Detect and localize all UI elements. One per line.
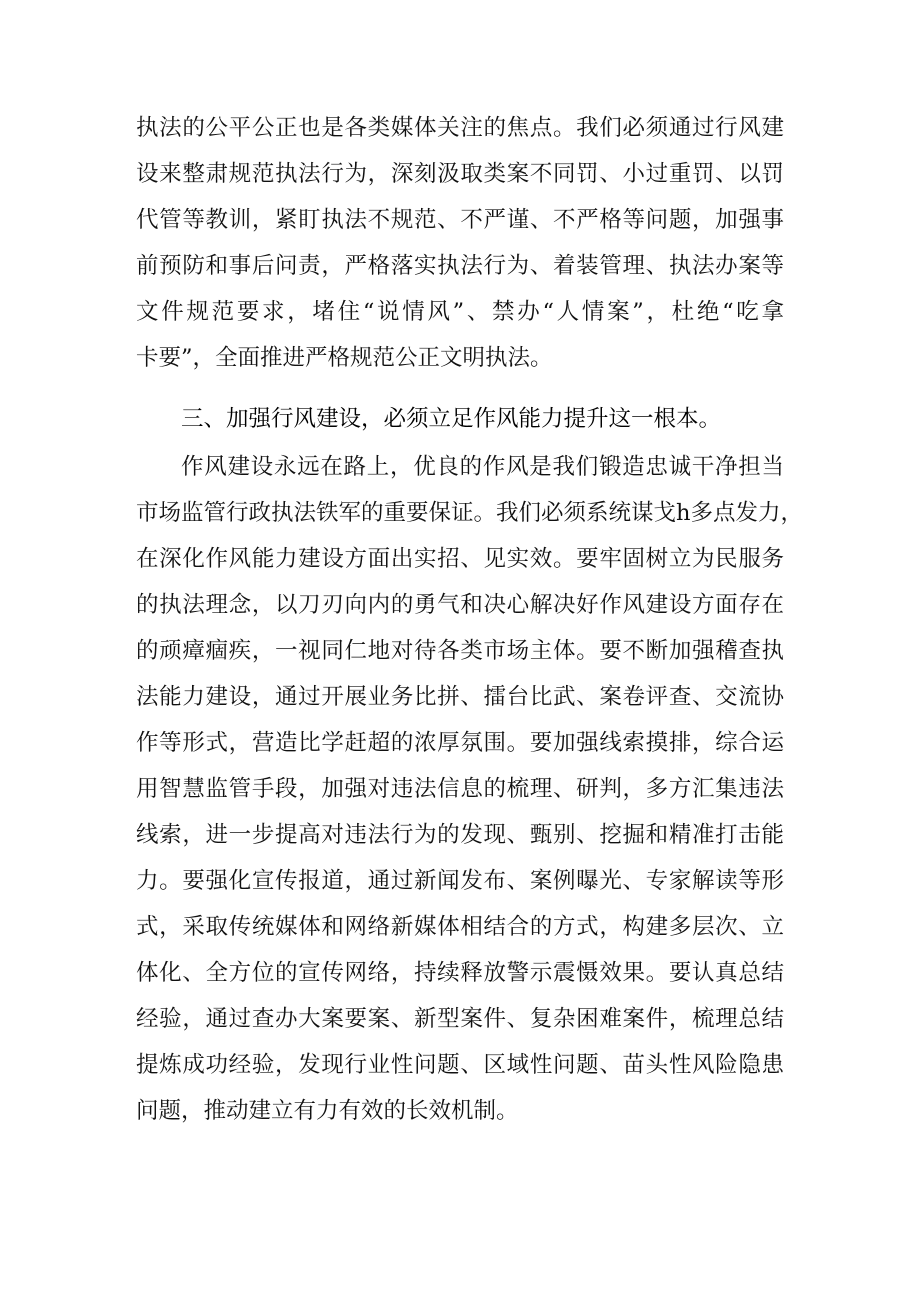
paragraph-line: 作风建设永远在路上，优良的作风是我们锻造忠诚干净担当 [181,454,784,480]
paragraph-line: 法能力建设，通过开展业务比拼、擂台比武、案卷评查、交流协 [136,684,784,710]
paragraph-line: 执法的公平公正也是各类媒体关注的焦点。我们必须通过行风建 [136,115,784,141]
paragraph-line: 作等形式，营造比学赶超的浓厚氛围。要加强线索摸排，综合运 [136,730,784,756]
paragraph-line: 问题，推动建立有力有效的长效机制。 [136,1098,519,1124]
paragraph-line: 线索，进一步提高对违法行为的发现、甄别、挖掘和精准打击能 [136,822,784,848]
paragraph-line: 的执法理念，以刀刃向内的勇气和决心解决好作风建设方面存在 [136,592,784,618]
paragraph-line: 市场监管行政执法铁军的重要保证。我们必须系统谋戈h多点发力， [136,500,803,526]
paragraph-line: 式，采取传统媒体和网络新媒体相结合的方式，构建多层次、立 [136,914,784,940]
paragraph-line: 代管等教训，紧盯执法不规范、不严谨、不严格等问题，加强事 [136,207,784,233]
paragraph-line: 经验，通过查办大案要案、新型案件、复杂困难案件，梳理总结 [136,1006,784,1032]
paragraph-line: 设来整肃规范执法行为，深刻汲取类案不同罚、小过重罚、以罚 [136,161,784,187]
paragraph-line: 提炼成功经验，发现行业性问题、区域性问题、苗头性风险隐患 [136,1052,784,1078]
paragraph-line: 体化、全方位的宣传网络，持续释放警示震慑效果。要认真总结 [136,960,784,986]
paragraph-line: 的顽瘴痼疾，一视同仁地对待各类市场主体。要不断加强稽查执 [136,638,784,664]
paragraph-line: 文件规范要求，堵住“说情风”、禁办“人情案”，杜绝“吃拿 [136,299,784,325]
paragraph-line: 卡要”，全面推进严格规范公正文明执法。 [136,345,553,371]
paragraph-line: 在深化作风能力建设方面出实招、见实效。要牢固树立为民服务 [136,546,784,572]
section-heading: 三、加强行风建设，必须立足作风能力提升这一根本。 [181,406,722,432]
paragraph-line: 用智慧监管手段，加强对违法信息的梳理、研判，多方汇集违法 [136,776,784,802]
paragraph-line: 力。要强化宣传报道，通过新闻发布、案例曝光、专家解读等形 [136,868,784,894]
paragraph-line: 前预防和事后问责，严格落实执法行为、着装管理、执法办案等 [136,253,784,279]
